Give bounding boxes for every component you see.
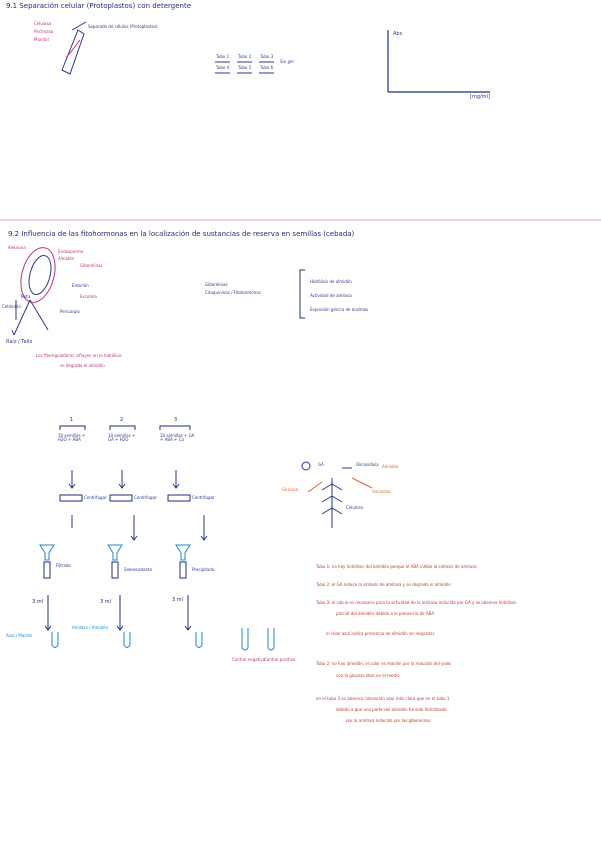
filter-note-1: Filtrado <box>56 563 71 568</box>
result-mid: Amilasa / Almidón <box>72 625 109 630</box>
tube-note: Sin gel <box>280 59 294 64</box>
flask-note-1: Celulasa <box>34 21 51 26</box>
tube-label-1: Tubo 1 <box>216 54 230 59</box>
seed-label-cotiledon: Cotiledón <box>2 304 22 309</box>
centrifuge-label-3: Centrifugar <box>192 495 215 500</box>
tube-label-4: Tubo 4 <box>216 65 230 70</box>
arrows-row-3 <box>45 595 191 630</box>
centrifuge-tubes <box>60 495 190 501</box>
arrows-row-2 <box>72 515 207 540</box>
reaction-note-9: debido a que una parte del almidón ha sido hidrolizada <box>336 707 447 712</box>
section-2-heading: 9.2 Influencia de las fitohormonas en la localización de sustancias de reserva en semillas (cebada) <box>8 230 355 238</box>
centrifuge-label-1: Centrifugar <box>84 495 107 500</box>
flask-label: Separado de células (Protoplastos) <box>88 24 158 29</box>
tube-brackets <box>60 426 190 430</box>
centrifuge-label-2: Centrifugar <box>134 495 157 500</box>
tube-label-3: Tubo 3 <box>260 54 274 59</box>
hormone-left-1: Giberelinas <box>205 282 228 287</box>
funnels <box>40 545 190 560</box>
tube-label-5: Tubo 5 <box>238 65 252 70</box>
diagram-glicosidasa: Glicosidasa <box>356 462 379 467</box>
pink-note-2: se degrada el almidón <box>60 363 105 368</box>
axis-y-label: Abs <box>393 31 403 37</box>
tube-content-2: 10 semillas + GA + H2O <box>108 433 136 443</box>
reaction-note-3: Tubo 3: el calcio es necesario para la actividad de la amilasa inducida por GA y se observa hidrólisis <box>316 600 517 605</box>
reaction-diagram <box>302 462 352 528</box>
flask-sketch <box>62 22 86 74</box>
reaction-note-6: Tubo 2: no hay almidón, el color es marrón por la reacción del yodo <box>316 661 451 666</box>
ml-label-3: 3 ml <box>172 597 184 603</box>
axis-x-label: [mg/ml] <box>470 94 490 100</box>
tube-label-6: Tubo 6 <box>260 65 274 70</box>
flask-note-3: Manitol <box>34 37 49 42</box>
reaction-arrows <box>308 478 372 492</box>
diagram-sacarosa: Sacarosa <box>372 489 391 494</box>
reaction-note-4: parcial del almidón debido a la presencia de ABA <box>336 611 435 616</box>
seed-label-embrion: Embrión <box>72 283 89 288</box>
reaction-note-2: Tubo 2: el GA induce la síntesis de amilasa y se degrada el almidón <box>316 582 451 587</box>
hormone-item-1: Hidrólisis de almidón <box>310 279 352 284</box>
hormone-left-2: Citoquininas / Fitohormonas <box>205 290 261 295</box>
seed-label-endospermo: Endospermo <box>58 249 84 254</box>
reaction-note-8: en el tubo 3 se observa coloración azul más clara que en el tubo 1 <box>316 696 450 701</box>
result-right-2: Control positivo <box>264 657 296 662</box>
reaction-note-5: el color azul indica presencia de almidón sin degradar <box>326 631 435 636</box>
abs-axes <box>388 30 490 92</box>
control-tubes <box>242 628 274 650</box>
section-1-heading: 9.1 Separación celular (Protoplastos) con detergente <box>6 2 192 10</box>
result-left: Azul / Marrón <box>6 633 33 638</box>
diagram-glucosa: Glucosa <box>282 487 298 492</box>
tube-content-3: 10 semillas + GA + ABA + Ca <box>160 433 195 443</box>
arrows-row-1 <box>69 470 179 488</box>
reaction-note-7: con la glucosa libre en el medio <box>336 673 400 678</box>
seed-bottom-label: Raíz / Tallo <box>6 339 33 345</box>
result-tubes <box>52 632 202 648</box>
seed-label-pericarpio: Pericarpio <box>60 309 80 314</box>
tube-content-1: 10 semillas + H2O + ABA <box>58 433 86 443</box>
ml-label-1: 3 ml <box>32 599 44 605</box>
tube-label-2: Tubo 2 <box>238 54 252 59</box>
diagram-celulosa: Celulosa <box>346 505 363 510</box>
hormone-bracket <box>300 270 305 318</box>
filter-note-3: Precipitado <box>192 567 215 572</box>
filter-note-2: Sobrenadante <box>124 567 153 572</box>
diagram-ga: GA <box>318 462 324 467</box>
ml-label-2: 3 ml <box>100 599 112 605</box>
hormone-item-2: Actividad de amilasa <box>310 293 352 298</box>
tube-number-1: 1 <box>70 417 74 423</box>
tube-number-3: 3 <box>174 417 178 423</box>
seed-label-giberelinas: Giberelinas <box>80 263 103 268</box>
seed-label-aleurona: Aleurona <box>8 245 26 250</box>
diagram-almidon: Almidón <box>382 464 399 469</box>
seed-label-almidon: Almidón <box>58 256 75 261</box>
reaction-note-10: por la amilasa inducida por las giberelinas <box>346 718 431 723</box>
seed-sketch <box>12 244 61 335</box>
result-right-1: Control negativo <box>232 657 266 662</box>
tube-number-2: 2 <box>120 417 124 423</box>
seed-label-testa: Testa <box>20 294 31 299</box>
hormone-item-3: Expresión génica de enzimas <box>310 307 369 312</box>
flask-note-2: Pectinasa <box>34 29 54 34</box>
pink-note-1: Los fitoreguladores influyen en la hidrólisis <box>36 353 122 358</box>
seed-label-escutelo: Escutelo <box>80 294 97 299</box>
reaction-note-1: Tubo 1: no hay hidrólisis del almidón porque el ABA inhibe la síntesis de amilasa <box>316 564 477 569</box>
